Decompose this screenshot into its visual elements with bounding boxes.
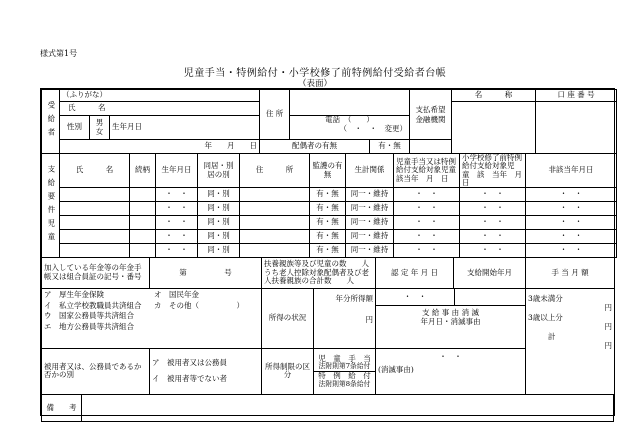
pension-section	[41, 257, 615, 395]
child-date-1[interactable]: ・ ・	[394, 244, 460, 258]
total-label: 計	[548, 332, 556, 342]
allowance-amount-header: 手 当 月 額	[526, 258, 615, 289]
relation-header: 続柄	[130, 154, 156, 188]
insured-status-label: 被用者又は、公務員であるか否かの別	[42, 348, 150, 394]
pension-type-i[interactable]: イ 私立学校教職員共済組合	[44, 300, 142, 310]
child-name-field[interactable]	[60, 216, 130, 230]
child-birth-header: 生年月日	[156, 154, 198, 188]
child-birth[interactable]: ・ ・	[156, 244, 198, 258]
bank-name-field[interactable]	[452, 102, 536, 154]
address-label: 住 所	[260, 90, 290, 140]
insured-option-a[interactable]: ア 被用者又は公務員	[152, 357, 227, 367]
insured-options[interactable]	[150, 348, 262, 394]
male-option[interactable]: 男	[95, 117, 104, 127]
income-year-label: 年分所得額	[335, 293, 373, 303]
approval-date-header: 認 定 年 月 日	[376, 258, 454, 289]
payee-spacer	[410, 140, 452, 154]
child-relation-field[interactable]	[130, 216, 156, 230]
ledger-sheet	[40, 88, 615, 416]
child-row	[42, 244, 617, 258]
child-address-header: 住 所	[240, 154, 310, 188]
total-yen: 円	[604, 341, 612, 351]
child-date-1[interactable]: ・ ・	[394, 202, 460, 216]
income-limit-options[interactable]	[314, 348, 376, 394]
income-year-cell[interactable]	[314, 288, 376, 348]
termination-reason-value: (消滅事由)	[378, 364, 414, 374]
child-custody[interactable]: 有・無	[310, 188, 346, 202]
phone-cell[interactable]	[290, 116, 410, 140]
child-cohabit[interactable]: 同・別	[198, 216, 240, 230]
primary-special-header: 小学校修了前特例給付支給対象児 童 該 当年 月 日	[460, 154, 526, 188]
law-7-option: 法附則第7条給付	[318, 362, 371, 371]
child-livelihood[interactable]: 同一・維持	[346, 244, 394, 258]
child-custody[interactable]: 有・無	[310, 230, 346, 244]
child-row	[42, 202, 617, 216]
income-status-label: 所得の状況	[262, 288, 314, 348]
over-three-yen: 円	[604, 321, 612, 331]
child-name-field[interactable]	[60, 188, 130, 202]
child-name-header: 氏 名	[60, 154, 130, 188]
over-three-label: 3歳以上分	[528, 313, 563, 323]
address-change: （ ・ ・ 変更）	[339, 123, 408, 133]
sex-options[interactable]	[90, 116, 110, 140]
sex-label: 性別	[60, 116, 90, 140]
recipient-label: 受給者	[42, 90, 60, 154]
elderly-dependents-count: うち老人控除対象配偶者及び老人扶養親族の合計数 人	[264, 267, 369, 286]
child-row	[42, 188, 617, 202]
child-date-2[interactable]: ・ ・	[460, 216, 526, 230]
custody-header: 監護の有 無	[310, 154, 346, 188]
special-option-cell[interactable]	[314, 372, 375, 388]
pension-type-ka[interactable]: カ その他（ ）	[154, 300, 244, 310]
payment-start-value[interactable]	[455, 289, 525, 305]
child-custody[interactable]: 有・無	[310, 244, 346, 258]
pension-number-field[interactable]: 第 号	[150, 258, 262, 289]
remarks-section	[41, 394, 614, 422]
pension-type-o[interactable]: オ 国民年金	[154, 289, 199, 299]
termination-reason-label: 支 給 事 由 消 滅	[422, 307, 479, 317]
child-relation-field[interactable]	[130, 188, 156, 202]
child-birth[interactable]: ・ ・	[156, 216, 198, 230]
account-number-header: 口 座 番 号	[536, 90, 617, 102]
approval-reason-cell	[376, 288, 526, 348]
child-livelihood[interactable]: 同一・維持	[346, 202, 394, 216]
child-cohabit[interactable]: 同・別	[198, 230, 240, 244]
phone-label: 電話 （ ）	[325, 115, 374, 124]
birth-label: 生年月日	[112, 122, 142, 132]
pension-types[interactable]	[42, 288, 262, 348]
child-address-field[interactable]	[240, 244, 310, 258]
law-8-option: 法附則第8条給付	[318, 379, 371, 388]
dependents-count: 扶養親族等及び児童の数 人	[264, 259, 369, 269]
spouse-value[interactable]: 有・無	[370, 140, 410, 154]
child-cohabit[interactable]: 同・別	[198, 202, 240, 216]
child-custody[interactable]: 有・無	[310, 216, 346, 230]
child-date-1[interactable]: ・ ・	[394, 188, 460, 202]
payee-bank-label: 支払希望金融機関	[410, 90, 452, 140]
child-birth[interactable]: ・ ・	[156, 188, 198, 202]
child-custody[interactable]: 有・無	[310, 202, 346, 216]
approval-date-value[interactable]: ・ ・	[376, 289, 455, 305]
form-subtitle: （表面）	[297, 79, 332, 89]
child-address-field[interactable]	[240, 188, 310, 202]
female-option[interactable]: 女	[95, 126, 104, 136]
child-date-1[interactable]: ・ ・	[394, 216, 460, 230]
children-label: 支給要件児童	[42, 154, 60, 258]
furigana-label: （ふりがな）	[60, 90, 260, 102]
pension-type-u[interactable]: ウ 国家公務員等共済組合	[44, 311, 134, 321]
not-applicable-header: 非該当年月日	[526, 154, 617, 188]
children-section	[41, 153, 617, 258]
child-birth[interactable]: ・ ・	[156, 230, 198, 244]
child-date-3[interactable]: ・ ・	[526, 202, 617, 216]
child-name-field[interactable]	[60, 230, 130, 244]
child-date-2[interactable]: ・ ・	[460, 244, 526, 258]
child-relation-field[interactable]	[130, 230, 156, 244]
pension-type-a[interactable]: ア 厚生年金保険	[44, 289, 104, 299]
child-livelihood[interactable]: 同一・維持	[346, 188, 394, 202]
child-address-field[interactable]	[240, 216, 310, 230]
pension-type-e[interactable]: エ 地方公務員等共済組合	[44, 321, 134, 331]
child-relation-field[interactable]	[130, 202, 156, 216]
child-date-2[interactable]: ・ ・	[460, 230, 526, 244]
birth-label-cell	[110, 116, 260, 140]
child-date-1[interactable]: ・ ・	[394, 230, 460, 244]
account-number-field[interactable]	[536, 102, 617, 154]
termination-date-value: ・ ・	[439, 351, 462, 361]
insured-option-i[interactable]: イ 被用者等でない者	[152, 374, 227, 384]
child-cohabit[interactable]: 同・別	[198, 188, 240, 202]
pension-number-label: 加入している年金等の年金手帳又は組合員証の記号・番号	[42, 258, 150, 289]
dependents-cell[interactable]	[262, 258, 376, 289]
child-date-3[interactable]: ・ ・	[526, 244, 617, 258]
termination-cell[interactable]	[376, 348, 526, 394]
child-address-field[interactable]	[240, 230, 310, 244]
child-row	[42, 230, 617, 244]
child-name-field[interactable]	[60, 202, 130, 216]
bank-name-header: 名 称	[452, 90, 536, 102]
child-date-2[interactable]: ・ ・	[460, 188, 526, 202]
under-three-yen: 円	[604, 302, 612, 312]
name-label: 氏 名	[68, 103, 106, 113]
child-address-field[interactable]	[240, 202, 310, 216]
birth-date-units: 年 月 日	[60, 140, 260, 154]
income-yen: 円	[365, 314, 373, 324]
child-livelihood[interactable]: 同一・維持	[346, 216, 394, 230]
allowance-option-cell[interactable]	[314, 355, 375, 372]
income-limit-label: 所得制限の区分	[262, 348, 314, 394]
child-livelihood[interactable]: 同一・維持	[346, 230, 394, 244]
child-cohabit[interactable]: 同・別	[198, 244, 240, 258]
remarks-label: 備 考	[42, 395, 82, 422]
child-name-field[interactable]	[60, 244, 130, 258]
child-date-3[interactable]: ・ ・	[526, 188, 617, 202]
form-number: 様式第1号	[40, 49, 78, 58]
monthly-amount-cell[interactable]	[526, 288, 615, 394]
remarks-field[interactable]	[82, 395, 614, 422]
allowance-option: 児 童 手 当	[318, 353, 371, 363]
payment-start-header: 支給開始年月	[454, 258, 526, 289]
special-option: 特 例 給 付	[318, 370, 371, 380]
child-relation-field[interactable]	[130, 244, 156, 258]
address-field[interactable]	[290, 90, 410, 116]
child-date-3[interactable]: ・ ・	[526, 230, 617, 244]
child-row	[42, 216, 617, 230]
under-three-label: 3歳未満分	[528, 293, 563, 303]
child-allowance-header: 児童手当又は特例給付支給対象児童該当年 月 日	[394, 154, 460, 188]
termination-date-label: 年月日・消滅事由	[420, 316, 481, 326]
child-date-2[interactable]: ・ ・	[460, 202, 526, 216]
name-row	[60, 102, 260, 116]
form-title: 児童手当・特例給付・小学校修了前特例給付受給者台帳	[183, 68, 447, 79]
spouse-label: 配偶者の有無	[260, 140, 370, 154]
livelihood-header: 生計関係	[346, 154, 394, 188]
recipient-section	[41, 89, 617, 154]
cohabit-header: 同居・別居の別	[198, 154, 240, 188]
child-birth[interactable]: ・ ・	[156, 202, 198, 216]
child-date-3[interactable]: ・ ・	[526, 216, 617, 230]
